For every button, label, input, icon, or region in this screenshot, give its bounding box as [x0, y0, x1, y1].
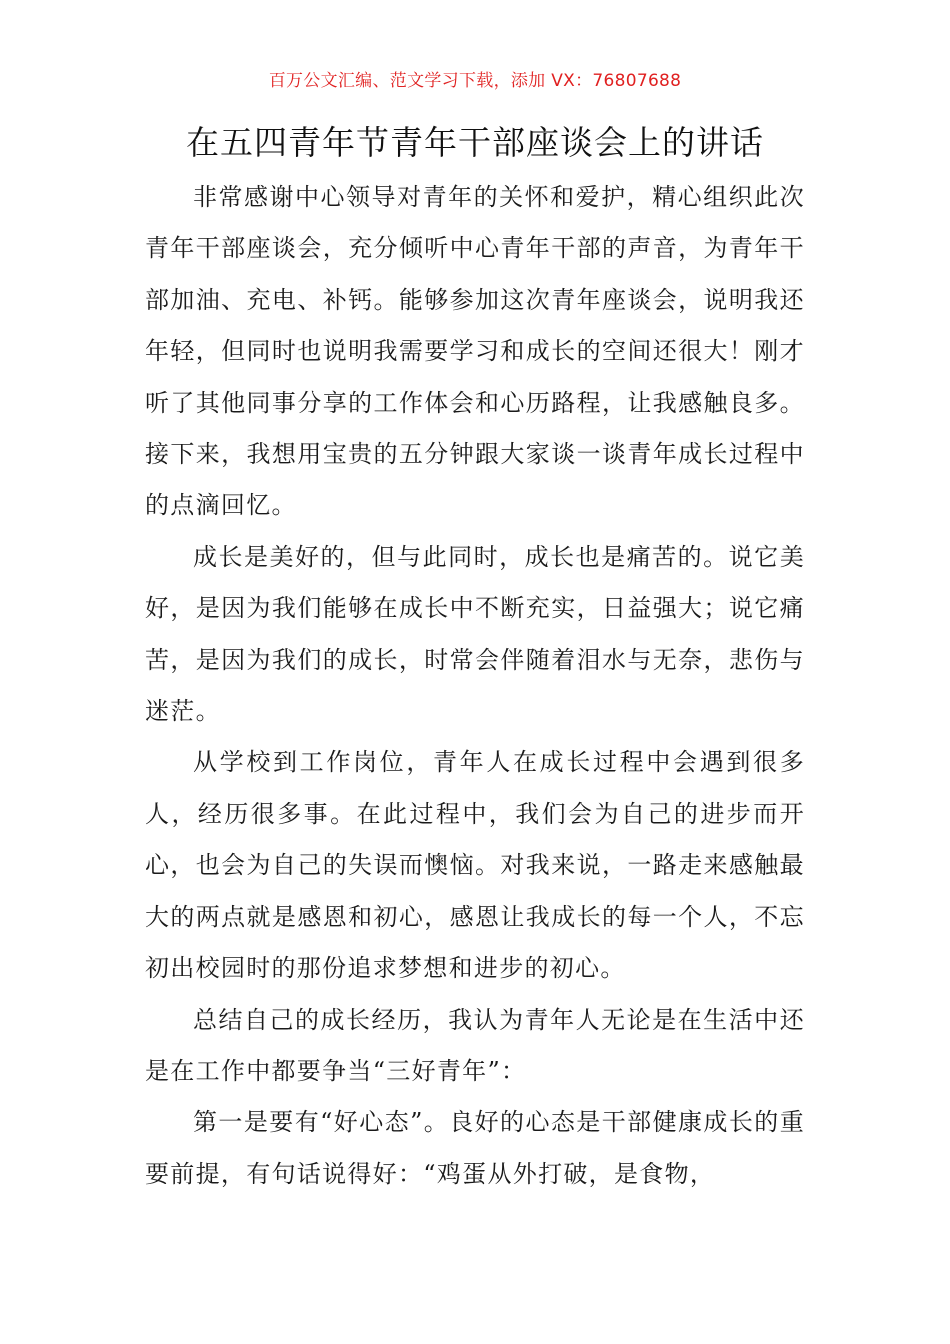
document-body: [145, 172, 805, 1200]
paragraph-1: 非常感谢中心领导对青年的关怀和爱护，精心组织此次青年干部座谈会，充分倾听中心青年干部的声音，为青年干部加油、充电、补钙。能够参加这次青年座谈会，说明我还年轻，但同时也说明我需要学习和成长的空间还很大！刚才听了其他同事分享的工作体会和心历路程，让我感触良多。接下来，我想用宝贵的五分钟跟大家谈一谈青年成长过程中的点滴回忆。: [145, 183, 805, 520]
paragraph-3: 从学校到工作岗位，青年人在成长过程中会遇到很多人，经历很多事。在此过程中，我们会为自己的进步而开心，也会为自己的失误而懊恼。对我来说，一路走来感触最大的两点就是感恩和初心，感恩让我成长的每一个人，不忘初出校园时的那份追求梦想和进步的初心。: [145, 748, 805, 983]
header-note: 百万公文汇编、范文学习下载，添加 VX：76807688: [268, 71, 682, 91]
paragraph-4: 总结自己的成长经历，我认为青年人无论是在生活中还是在工作中都要争当“三好青年”：: [145, 1005, 805, 1085]
paragraph-5: 第一是要有“好心态”。良好的心态是干部健康成长的重要前提，有句话说得好：“鸡蛋从外打破，是食物，: [145, 1108, 805, 1188]
paragraph-2: 成长是美好的，但与此同时，成长也是痛苦的。说它美好，是因为我们能够在成长中不断充实，日益强大；说它痛苦，是因为我们的成长，时常会伴随着泪水与无奈，悲伤与迷茫。: [145, 542, 805, 726]
document-title: 在五四青年节青年干部座谈会上的讲话: [186, 123, 764, 162]
